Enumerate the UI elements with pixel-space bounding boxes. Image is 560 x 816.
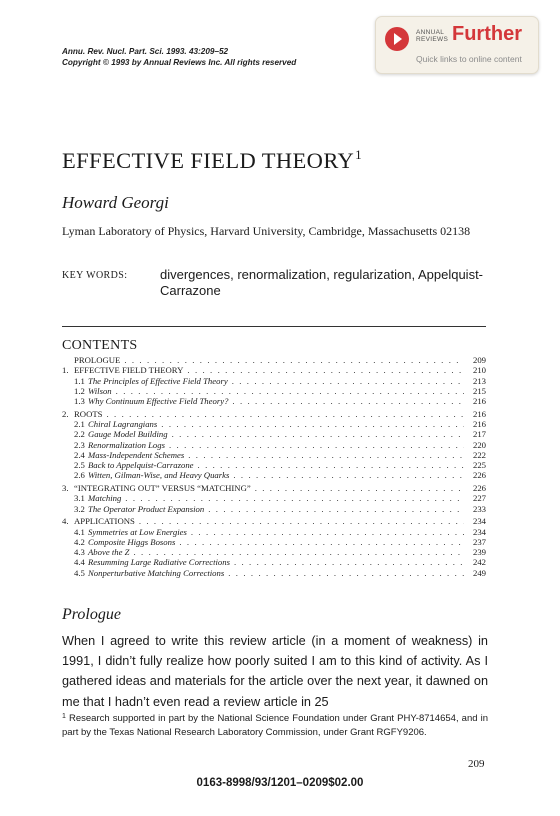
toc-leader-dots xyxy=(191,527,464,537)
toc-leader-dots xyxy=(232,396,464,406)
toc-entry[interactable] xyxy=(62,557,486,567)
toc-entry-number: 4.4 xyxy=(74,557,85,568)
toc-leader-dots xyxy=(187,365,464,375)
toc-entry-number: 1.2 xyxy=(74,385,85,396)
toc-entry[interactable] xyxy=(62,483,486,493)
toc-entry-page: 209 xyxy=(472,355,486,365)
toc-entry-number: 2.1 xyxy=(74,419,85,429)
toc-entry-title: Gauge Model Building xyxy=(88,429,168,440)
toc-entry-page: 249 xyxy=(472,567,486,578)
toc-entry[interactable] xyxy=(62,365,486,375)
toc-entry-title: Why Continuum Effective Field Theory? xyxy=(88,396,229,406)
toc-leader-dots xyxy=(208,504,464,514)
footnote-mark: 1 xyxy=(62,713,66,720)
toc-entry[interactable] xyxy=(62,386,486,396)
toc-entry-title: Mass-Independent Schemes xyxy=(88,449,185,460)
toc-entry-number: 2.5 xyxy=(74,460,85,470)
journal-citation xyxy=(62,46,296,68)
toc-leader-dots xyxy=(106,409,464,419)
toc-entry[interactable] xyxy=(62,547,486,557)
title-footnote-mark: 1 xyxy=(355,147,363,162)
toc-leader-dots xyxy=(228,568,464,578)
toc-entry-number: 4.3 xyxy=(74,547,85,557)
toc-entry-number: 3.2 xyxy=(74,503,85,514)
toc-entry-number: 2.4 xyxy=(74,449,85,460)
toc-leader-dots xyxy=(134,547,465,557)
toc-entry-title: Wilson xyxy=(88,385,112,396)
toc-leader-dots xyxy=(179,537,464,547)
toc-entry-number: 4.5 xyxy=(74,567,85,578)
toc-entry-page: 233 xyxy=(472,503,486,514)
toc-entry-title: Resumming Large Radiative Corrections xyxy=(88,557,230,568)
toc-entry-page: 234 xyxy=(472,516,486,527)
contents-heading: CONTENTS xyxy=(62,338,138,353)
toc-entry-title: Witten, Gilman-Wise, and Heavy Quarks xyxy=(88,470,230,481)
toc-entry-page: 216 xyxy=(472,408,486,419)
toc-entry[interactable] xyxy=(62,355,486,365)
toc-entry-number: 2. xyxy=(62,408,69,419)
paper-title: EFFECTIVE FIELD THEORY$^1$ xyxy=(62,147,363,173)
prologue-heading: Prologue xyxy=(62,606,121,623)
keywords-label: KEY WORDS: xyxy=(62,270,128,281)
body-paragraph: When I agreed to write this review article (in a moment of weakness) in 1991, I didn’t fully realize how poorly suited I am to this kind of activity. As I gathered ideas and materials for the article over the next year, it dawned on me that I hadn’t even read a review article in 25 xyxy=(62,634,488,709)
toc-entry-number: 4.2 xyxy=(74,536,85,547)
toc-entry-number: 2.6 xyxy=(74,470,85,481)
table-of-contents xyxy=(62,355,486,578)
toc-entry-page: 213 xyxy=(472,375,486,386)
keywords-text: divergences, renormalization, regularization, Appelquist-Carrazone xyxy=(160,267,484,298)
toc-entry-title: Symmetries at Low Energies xyxy=(88,526,187,537)
toc-entry-page: 217 xyxy=(472,429,486,440)
toc-entry-number: 1.3 xyxy=(74,396,85,406)
toc-entry-title: Chiral Lagrangians xyxy=(88,419,158,429)
toc-entry-page: 216 xyxy=(472,419,486,429)
toc-leader-dots xyxy=(188,450,464,460)
toc-entry[interactable] xyxy=(62,460,486,470)
toc-entry-number: 3.1 xyxy=(74,493,85,504)
toc-leader-dots xyxy=(234,557,464,567)
toc-entry-page: 216 xyxy=(472,396,486,406)
toc-entry[interactable] xyxy=(62,396,486,406)
toc-leader-dots xyxy=(169,440,464,450)
toc-entry-number: 3. xyxy=(62,483,69,493)
toc-entry-title: APPLICATIONS xyxy=(74,516,135,527)
annual-reviews-label: ANNUAL REVIEWS xyxy=(416,29,449,43)
section-divider xyxy=(62,326,486,327)
toc-entry-page: 222 xyxy=(472,449,486,460)
toc-entry-page: 237 xyxy=(472,536,486,547)
footnote xyxy=(62,710,488,739)
toc-entry-number: 1.1 xyxy=(74,375,85,386)
footnote-text: Research supported in part by the National Science Foundation under Grant PHY-8714654, and in part by the Texas National Research Laboratory Commission, under Grant RGFY9206. xyxy=(62,713,488,738)
toc-entry-page: 227 xyxy=(472,493,486,504)
toc-entry-page: 215 xyxy=(472,385,486,396)
toc-leader-dots xyxy=(161,419,464,429)
toc-entry[interactable] xyxy=(62,409,486,419)
toc-entry[interactable] xyxy=(62,376,486,386)
toc-entry[interactable] xyxy=(62,516,486,526)
toc-entry-number: 1. xyxy=(62,365,69,376)
toc-entry-title: Nonperturbative Matching Corrections xyxy=(88,567,225,578)
toc-entry-page: 226 xyxy=(472,483,486,493)
affiliation: Lyman Laboratory of Physics, Harvard University, Cambridge, Massachusetts 02138 xyxy=(62,224,471,238)
toc-entry-page: 242 xyxy=(472,557,486,568)
toc-leader-dots xyxy=(198,460,464,470)
play-logo-icon xyxy=(385,27,409,51)
toc-entry-number: 2.2 xyxy=(74,429,85,440)
toc-entry[interactable] xyxy=(62,450,486,460)
toc-entry[interactable] xyxy=(62,429,486,439)
toc-entry[interactable] xyxy=(62,419,486,429)
toc-entry-title: Composite Higgs Bosons xyxy=(88,536,176,547)
toc-entry-number: 4.1 xyxy=(74,526,85,537)
toc-leader-dots xyxy=(125,493,464,503)
toc-entry[interactable] xyxy=(62,504,486,514)
article-code: 0163-8998/93/1201–0209$02.00 xyxy=(196,777,364,789)
toc-entry-title: Renormalization Logs xyxy=(88,439,165,450)
further-word: Further xyxy=(452,23,522,45)
toc-entry-title: The Operator Product Expansion xyxy=(88,503,205,514)
author-name: Howard Georgi xyxy=(62,193,169,212)
toc-entry-page: 239 xyxy=(472,547,486,557)
toc-leader-dots xyxy=(172,429,464,439)
toc-entry[interactable] xyxy=(62,493,486,503)
toc-entry-page: 210 xyxy=(472,365,486,376)
toc-entry[interactable] xyxy=(62,527,486,537)
toc-entry-title: EFFECTIVE FIELD THEORY xyxy=(74,365,184,376)
toc-entry-title: ROOTS xyxy=(74,408,103,419)
toc-leader-dots xyxy=(233,470,464,480)
toc-entry-title: Back to Appelquist-Carrazone xyxy=(88,460,194,470)
toc-entry[interactable] xyxy=(62,440,486,450)
page-number: 209 xyxy=(468,758,485,770)
quick-links-text[interactable]: Quick links to online content xyxy=(416,54,522,64)
toc-leader-dots xyxy=(255,483,464,493)
journal-line-1: Annu. Rev. Nucl. Part. Sci. 1993. 43:209–52 xyxy=(62,47,229,56)
toc-entry-title: “INTEGRATING OUT” VERSUS “MATCHING” xyxy=(74,483,251,493)
toc-entry[interactable] xyxy=(62,568,486,578)
toc-entry-page: 225 xyxy=(472,460,486,470)
toc-entry-page: 220 xyxy=(472,439,486,450)
toc-entry-number: 2.3 xyxy=(74,439,85,450)
toc-leader-dots xyxy=(124,355,464,365)
further-links-badge[interactable] xyxy=(375,16,539,74)
toc-entry[interactable] xyxy=(62,537,486,547)
toc-leader-dots xyxy=(232,376,464,386)
toc-entry-title: Matching xyxy=(88,493,122,504)
toc-leader-dots xyxy=(116,386,464,396)
copyright-line: Copyright © 1993 by Annual Reviews Inc. All rights reserved xyxy=(62,58,297,67)
toc-entry-page: 226 xyxy=(472,470,486,481)
toc-entry[interactable] xyxy=(62,470,486,480)
toc-entry-number: 4. xyxy=(62,516,69,527)
toc-entry-title: PROLOGUE xyxy=(74,355,121,365)
toc-entry-title: The Principles of Effective Field Theory xyxy=(88,375,228,386)
toc-entry-page: 234 xyxy=(472,526,486,537)
toc-leader-dots xyxy=(139,516,464,526)
toc-entry-title: Above the Z xyxy=(88,547,130,557)
